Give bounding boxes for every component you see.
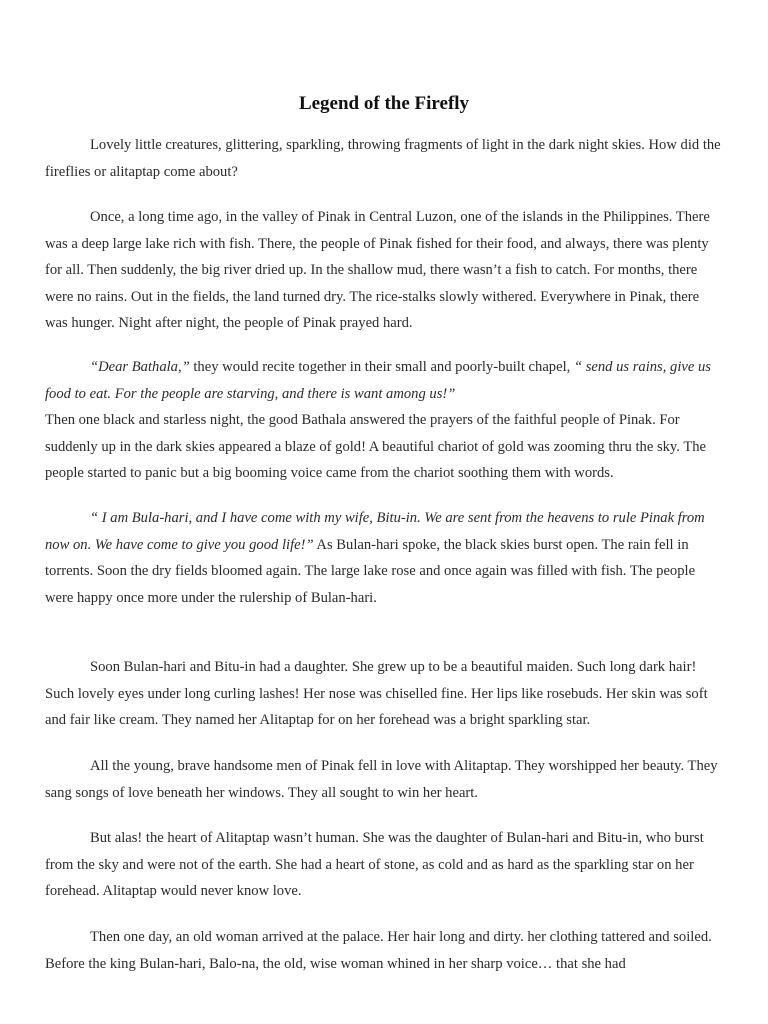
- document-title: Legend of the Firefly: [298, 93, 470, 114]
- paragraph-old-woman: Then one day, an old woman arrived at the palace. Her hair long and dirty. her clothing tattered and soiled. Before the king Bulan-hari, Balo-na, the old, wise woman whined in her sharp voice… that she had: [45, 929, 712, 972]
- paragraph-pinak-valley: Once, a long time ago, in the valley of Pinak in Central Luzon, one of the islands in the Philippines. There was a deep large lake rich with fish. There, the people of Pinak fished for their food, and always, there was plenty for all. Then suddenly, the big river dried up. In the shallow mud, there wasn’t a fish to catch. For months, there were no rains. Out in the fields, the land turned dry. The rice-stalks slowly withered. Everywhere in Pinak, there was hunger. Night after night, the people of Pinak prayed hard.: [45, 209, 710, 331]
- prayer-narration: they would recite together in their small and poorly-built chapel,: [189, 359, 574, 375]
- prayer-closing-quote: “ send us rains, give us food to eat. For the people are starving, and there is want among us!”: [45, 359, 711, 402]
- paragraph-prayer: [45, 354, 725, 407]
- paragraph-bulan-hari: [45, 505, 725, 611]
- paragraph-suitors: All the young, brave handsome men of Pinak fell in love with Alitaptap. They worshipped her beauty. They sang songs of love beneath her windows. They all sought to win her heart.: [45, 758, 718, 801]
- paragraph-chariot: Then one black and starless night, the good Bathala answered the prayers of the faithful people of Pinak. For suddenly up in the dark skies appeared a blaze of gold! A beautiful chariot of gold was zooming thru the sky. The people started to panic but a big booming voice came from the chariot soothing them with words.: [45, 412, 707, 481]
- paragraph-intro: Lovely little creatures, glittering, sparkling, throwing fragments of light in the dark night skies. How did the fireflies or alitaptap come about?: [45, 137, 721, 180]
- bulan-hari-narration: As Bulan-hari spoke, the black skies burst open. The rain fell in torrents. Soon the dry fields bloomed again. The large lake rose and once again was filled with fish. The people were happy once more under the rulership of Bulan-hari.: [45, 536, 696, 606]
- paragraph-alitaptap-birth: Soon Bulan-hari and Bitu-in had a daughter. She grew up to be a beautiful maiden. Such long dark hair! Such lovely eyes under long curling lashes! Her nose was chiselled fine. Her lips like rosebuds. Her skin was soft and fair like cream. They named her Alitaptap for on her forehead was a bright sparkling star.: [45, 659, 708, 728]
- paragraph-heart-of-stone: But alas! the heart of Alitaptap wasn’t human. She was the daughter of Bulan-hari and Bitu-in, who burst from the sky and were not of the earth. She had a heart of stone, as cold and as hard as the sparkling star on her forehead. Alitaptap would never know love.: [45, 830, 704, 899]
- prayer-opening-quote: “Dear Bathala,”: [90, 359, 190, 375]
- bulan-hari-speech: “ I am Bula-hari, and I have come with my wife, Bitu-in. We are sent from the heavens to rule Pinak from now on. We have come to give you good life!”: [45, 510, 705, 553]
